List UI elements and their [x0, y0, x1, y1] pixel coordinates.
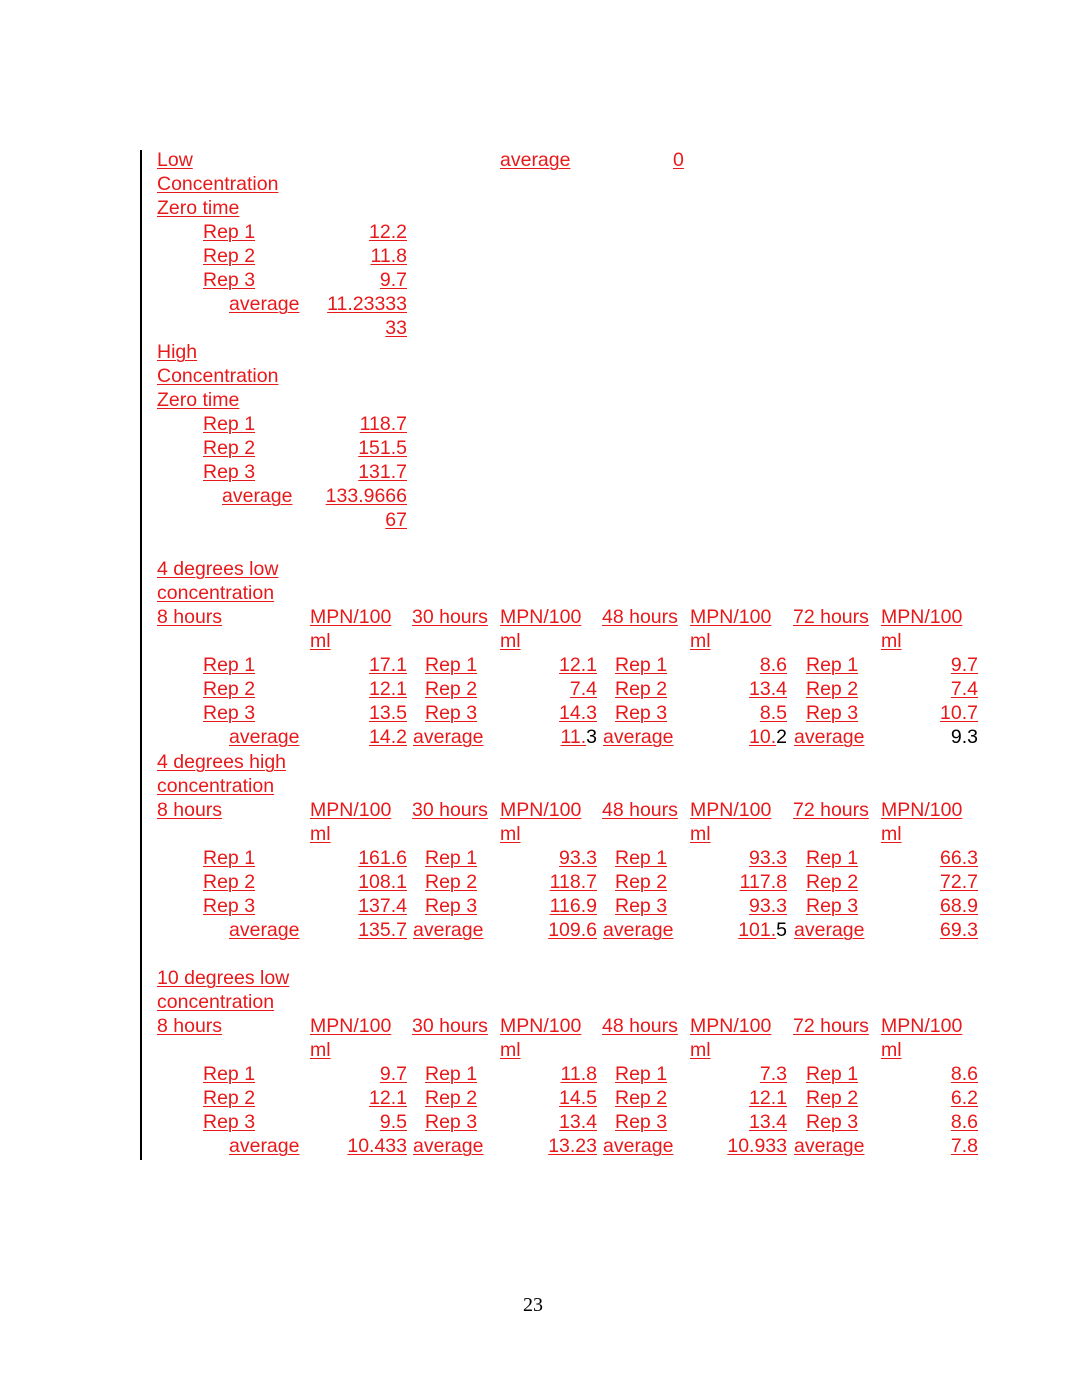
- rep-label: Rep 2: [615, 871, 668, 893]
- rep-label: Rep 2: [615, 678, 668, 700]
- average-label: average: [229, 293, 300, 315]
- unit-label: MPN/100: [881, 606, 963, 628]
- rep-label: Rep 1: [203, 413, 256, 435]
- average-label: average: [603, 919, 674, 941]
- time-label: 30 hours: [412, 1015, 488, 1037]
- rep-value: 68.9: [940, 895, 978, 917]
- time-label: 30 hours: [412, 606, 488, 628]
- change-bar: [140, 150, 142, 1160]
- rep-label: Rep 1: [615, 847, 668, 869]
- rep-value: 14.3: [559, 702, 597, 724]
- average-value: 10.433: [347, 1135, 407, 1157]
- rep-label: Rep 3: [806, 702, 859, 724]
- average-label: average: [603, 1135, 674, 1157]
- rep-label: Rep 2: [425, 678, 478, 700]
- time-label: 8 hours: [157, 799, 223, 821]
- unit-label: MPN/100: [500, 799, 582, 821]
- rep-value: 14.5: [559, 1087, 597, 1109]
- average-label: average: [229, 726, 300, 748]
- section-heading-line: High: [157, 341, 198, 363]
- rep-value: 66.3: [940, 847, 978, 869]
- rep-label: Rep 2: [806, 678, 859, 700]
- rep-label: Rep 3: [425, 895, 478, 917]
- average-label: average: [413, 1135, 484, 1157]
- unit-label: ml: [881, 823, 902, 845]
- unit-label: ml: [881, 630, 902, 652]
- rep-value: 11.8: [560, 1063, 597, 1085]
- rep-value: 7.4: [950, 678, 978, 700]
- rep-label: Rep 1: [615, 1063, 668, 1085]
- time-label: 48 hours: [602, 799, 678, 821]
- rep-label: Rep 1: [203, 1063, 256, 1085]
- rep-value: 13.4: [749, 1111, 787, 1133]
- average-value: 33: [385, 317, 407, 339]
- rep-value: 93.3: [559, 847, 597, 869]
- time-label: 8 hours: [157, 606, 223, 628]
- rep-value: 10.7: [940, 702, 978, 724]
- unit-label: ml: [500, 1039, 521, 1061]
- rep-value: 8.6: [759, 654, 787, 676]
- rep-label: Rep 2: [203, 678, 256, 700]
- unit-label: ml: [500, 823, 521, 845]
- average-value: 14.2: [369, 726, 407, 748]
- unit-label: MPN/100: [881, 799, 963, 821]
- rep-label: Rep 3: [203, 895, 256, 917]
- rep-label: Rep 3: [615, 1111, 668, 1133]
- time-label: 8 hours: [157, 1015, 223, 1037]
- average-value: 13.23: [548, 1135, 597, 1157]
- average-label: average: [603, 726, 674, 748]
- rep-label: Rep 2: [203, 871, 256, 893]
- time-label: 48 hours: [602, 606, 678, 628]
- unit-label: MPN/100: [690, 799, 772, 821]
- rep-label: Rep 1: [425, 847, 478, 869]
- rep-label: Rep 1: [806, 847, 859, 869]
- average-value: 101.5: [738, 919, 787, 941]
- rep-label: Rep 3: [806, 895, 859, 917]
- unit-label: MPN/100: [310, 606, 392, 628]
- average-value: 109.6: [548, 919, 597, 941]
- average-label: average: [413, 919, 484, 941]
- rep-value: 117.8: [739, 871, 787, 893]
- rep-label: Rep 1: [203, 654, 256, 676]
- average-value: 69.3: [940, 919, 978, 941]
- rep-value: 12.1: [749, 1087, 787, 1109]
- rep-label: Rep 2: [203, 437, 256, 459]
- rep-value: 8.6: [950, 1111, 978, 1133]
- rep-label: Rep 1: [203, 221, 256, 243]
- table-title-line: 4 degrees high: [157, 751, 287, 773]
- rep-value: 9.7: [950, 654, 978, 676]
- rep-value: 9.5: [379, 1111, 407, 1133]
- average-value: 135.7: [358, 919, 407, 941]
- section-heading-line: Zero time: [157, 197, 240, 219]
- rep-label: Rep 2: [806, 1087, 859, 1109]
- table-title-line: concentration: [157, 991, 275, 1013]
- rep-label: Rep 2: [425, 871, 478, 893]
- time-label: 30 hours: [412, 799, 488, 821]
- rep-value: 8.5: [759, 702, 787, 724]
- rep-label: Rep 3: [615, 702, 668, 724]
- time-label: 72 hours: [793, 606, 869, 628]
- rep-label: Rep 3: [203, 702, 256, 724]
- rep-value: 12.1: [369, 1087, 407, 1109]
- rep-label: Rep 2: [806, 871, 859, 893]
- unit-label: MPN/100: [500, 1015, 582, 1037]
- rep-label: Rep 1: [806, 654, 859, 676]
- average-value: 10.2: [749, 726, 787, 748]
- average-label: average: [794, 1135, 865, 1157]
- rep-label: Rep 1: [203, 847, 256, 869]
- rep-label: Rep 2: [425, 1087, 478, 1109]
- unit-label: ml: [310, 630, 331, 652]
- section-heading-line: Low: [157, 149, 193, 171]
- unit-label: MPN/100: [690, 606, 772, 628]
- rep-label: Rep 3: [806, 1111, 859, 1133]
- rep-value: 118.7: [549, 871, 597, 893]
- average-label: average: [229, 1135, 300, 1157]
- rep-value: 13.4: [559, 1111, 597, 1133]
- rep-value: 12.1: [559, 654, 597, 676]
- unit-label: ml: [690, 630, 711, 652]
- rep-value: 151.5: [358, 437, 407, 459]
- rep-label: Rep 1: [806, 1063, 859, 1085]
- average-label: average: [229, 919, 300, 941]
- average-label: average: [222, 485, 293, 507]
- average-value: 11.23333: [327, 293, 407, 315]
- rep-value: 13.5: [369, 702, 407, 724]
- rep-value: 12.2: [369, 221, 407, 243]
- average-value: 67: [385, 509, 407, 531]
- rep-label: Rep 3: [203, 461, 256, 483]
- rep-value: 12.1: [369, 678, 407, 700]
- rep-label: Rep 3: [203, 1111, 256, 1133]
- rep-label: Rep 1: [425, 654, 478, 676]
- rep-value: 131.7: [358, 461, 407, 483]
- rep-value: 17.1: [369, 654, 407, 676]
- rep-value: 7.4: [569, 678, 597, 700]
- table-title-line: 4 degrees low: [157, 558, 279, 580]
- rep-value: 9.7: [379, 269, 407, 291]
- unit-label: ml: [310, 1039, 331, 1061]
- rep-value: 9.7: [379, 1063, 407, 1085]
- rep-label: Rep 2: [203, 1087, 256, 1109]
- unit-label: MPN/100: [310, 799, 392, 821]
- rep-label: Rep 2: [615, 1087, 668, 1109]
- unit-label: ml: [310, 823, 331, 845]
- rep-label: Rep 3: [425, 702, 478, 724]
- average-label: average: [413, 726, 484, 748]
- section-heading-line: Concentration: [157, 173, 279, 195]
- average-label: average: [794, 919, 865, 941]
- rep-value: 93.3: [749, 895, 787, 917]
- rep-value: 118.7: [359, 413, 407, 435]
- unit-label: MPN/100: [310, 1015, 392, 1037]
- rep-value: 116.9: [549, 895, 597, 917]
- average-value: 10.933: [727, 1135, 787, 1157]
- section-average-value: 0: [673, 149, 684, 171]
- rep-label: Rep 3: [615, 895, 668, 917]
- table-title-line: 10 degrees low: [157, 967, 290, 989]
- rep-value: 72.7: [940, 871, 978, 893]
- time-label: 72 hours: [793, 1015, 869, 1037]
- section-heading-line: Concentration: [157, 365, 279, 387]
- section-heading-line: Zero time: [157, 389, 240, 411]
- rep-value: 13.4: [749, 678, 787, 700]
- unit-label: ml: [690, 823, 711, 845]
- rep-value: 7.3: [759, 1063, 787, 1085]
- unit-label: MPN/100: [881, 1015, 963, 1037]
- rep-value: 11.8: [370, 245, 407, 267]
- average-value: 11.3: [560, 726, 597, 748]
- rep-label: Rep 1: [425, 1063, 478, 1085]
- average-value: 133.9666: [325, 485, 407, 507]
- rep-label: Rep 1: [615, 654, 668, 676]
- rep-value: 137.4: [358, 895, 407, 917]
- time-label: 72 hours: [793, 799, 869, 821]
- unit-label: ml: [881, 1039, 902, 1061]
- table-title-line: concentration: [157, 582, 275, 604]
- rep-label: Rep 2: [203, 245, 256, 267]
- time-label: 48 hours: [602, 1015, 678, 1037]
- table-title-line: concentration: [157, 775, 275, 797]
- section-average-label: average: [500, 149, 571, 171]
- average-value: 9.3: [950, 726, 978, 748]
- page-number: 23: [523, 1294, 543, 1316]
- rep-value: 108.1: [358, 871, 407, 893]
- unit-label: MPN/100: [500, 606, 582, 628]
- unit-label: MPN/100: [690, 1015, 772, 1037]
- unit-label: ml: [690, 1039, 711, 1061]
- rep-value: 161.6: [358, 847, 407, 869]
- rep-value: 8.6: [950, 1063, 978, 1085]
- average-value: 7.8: [950, 1135, 978, 1157]
- rep-label: Rep 3: [425, 1111, 478, 1133]
- unit-label: ml: [500, 630, 521, 652]
- rep-label: Rep 3: [203, 269, 256, 291]
- average-label: average: [794, 726, 865, 748]
- rep-value: 6.2: [950, 1087, 978, 1109]
- rep-value: 93.3: [749, 847, 787, 869]
